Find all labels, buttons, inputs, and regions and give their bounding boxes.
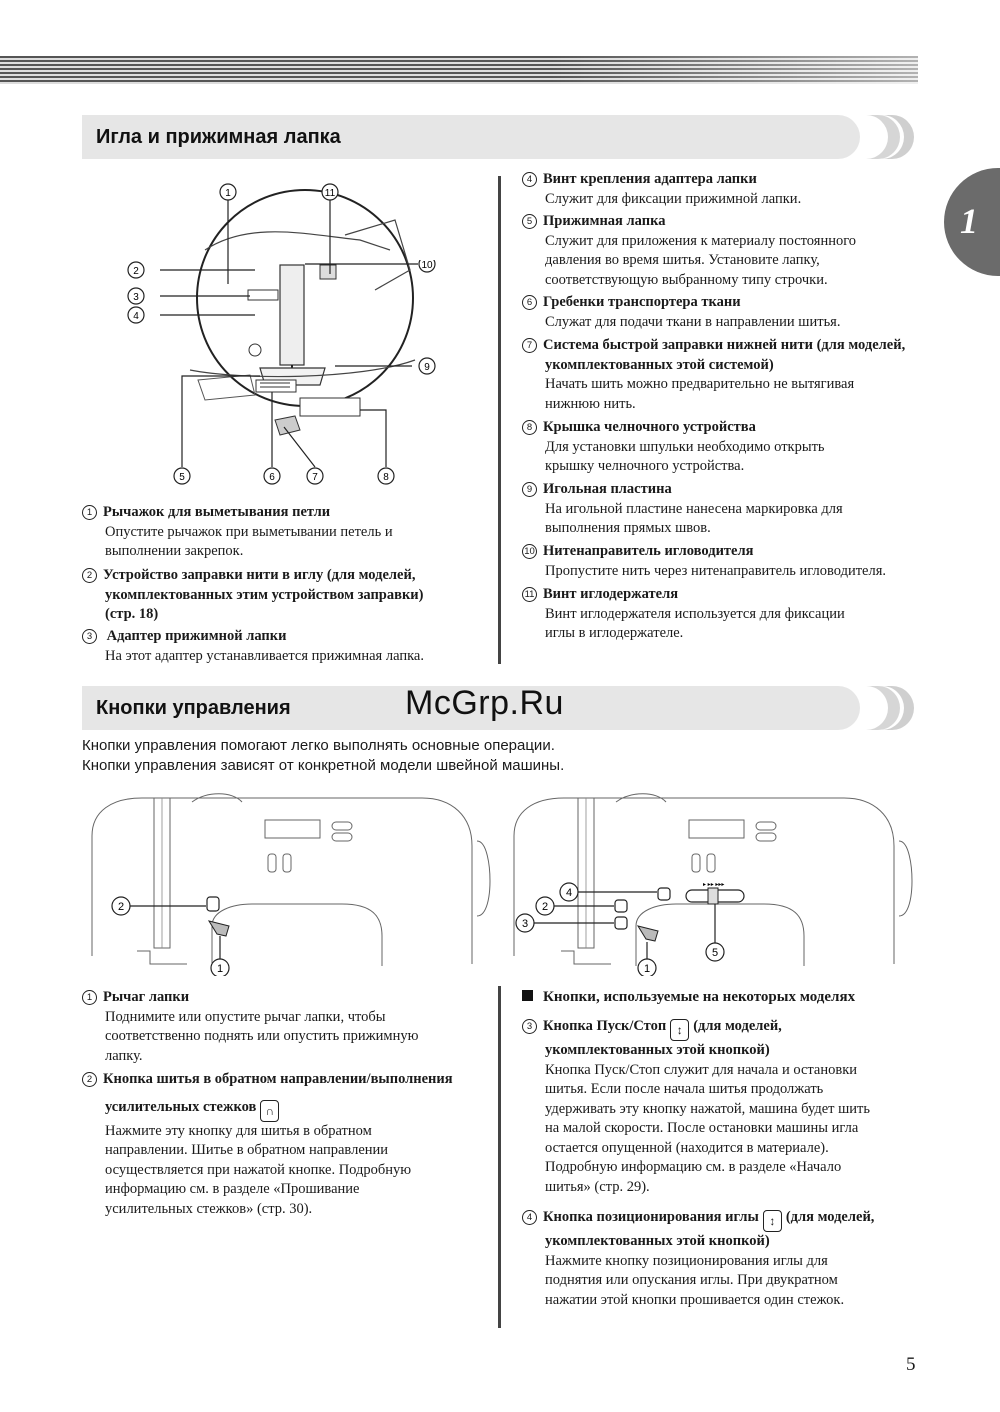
start-stop-icon: ↕ — [670, 1019, 689, 1041]
callout-6: 6 — [269, 472, 275, 483]
item-4: 4 Винт крепления адаптера лапки Служит для фиксации прижимной лапки. — [522, 170, 942, 209]
fig-right-callout-2: 2 — [541, 901, 549, 913]
subsection-title: Кнопки, используемые на некоторых моделях — [522, 988, 942, 1008]
fig-right-callout-1: 1 — [643, 963, 651, 975]
fig-left-callout-2: 2 — [117, 901, 125, 913]
machine-figure-basic — [82, 786, 492, 976]
item-8: 8 Крышка челночного устройства Для установки шпульки необходимо открыть крышку челночного устройства. — [522, 418, 942, 477]
reverse-button-shape — [207, 897, 219, 911]
item-10: 10 Нитенаправитель игловодителя Пропустите нить через нитенаправитель игловодителя. — [522, 542, 962, 581]
callout-2: 2 — [133, 266, 139, 277]
callout-10: 10 — [421, 260, 433, 271]
reverse-stitch-icon: ∩ — [260, 1100, 279, 1122]
callout-9: 9 — [424, 362, 430, 373]
machine-figure-advanced — [508, 786, 918, 976]
button-item-1: 1 Рычаг лапки Поднимите или опустите рычаг лапки, чтобы соответственно поднять или опустить прижимную лапку. — [82, 988, 482, 1066]
callout-4: 4 — [133, 311, 139, 322]
item-2: 2 Устройство заправки нити в иглу (для моделей, укомплектованных этим устройством заправки) (стр. 18) — [82, 566, 482, 625]
fig-right-callout-5: 5 — [711, 947, 719, 959]
item-7: 7 Система быстрой заправки нижней нити (для моделей, укомплектованных этой системой) Начать шить можно предварительно не вытягивая нижнюю нить. — [522, 336, 962, 414]
callout-11: 11 — [324, 188, 336, 199]
section-title-needle: Игла и прижимная лапка — [96, 126, 341, 148]
callout-7: 7 — [312, 472, 318, 483]
section-header-knob — [864, 115, 914, 159]
button-item-3: 3 Кнопка Пуск/Стоп ↕ (для моделей, укомплектованных этой кнопкой) Кнопка Пуск/Стоп служит для начала и остановки шитья. Если после начала шитья продолжать удерживать эту кнопку нажатой, машина будет шить на малой скорости. После остановки машины игла остается опущенной (находится в материале). Подробную информацию см. в разделе «Начало шитья» (стр. 29). — [522, 1017, 942, 1197]
section2-intro: Кнопки управления помогают легко выполнять основные операции. Кнопки управления зависят от конкретной модели швейной машины. — [82, 737, 565, 774]
item-6: 6 Гребенки транспортера ткани Служат для подачи ткани в направлении шитья. — [522, 293, 942, 332]
page-number: 5 — [906, 1354, 916, 1375]
chapter-number: 1 — [960, 201, 978, 241]
needle-figure-callouts — [118, 260, 448, 490]
callout-3: 3 — [133, 292, 139, 303]
callout-1: 1 — [225, 188, 231, 199]
square-bullet — [522, 990, 533, 1001]
needle-position-icon: ↕ — [763, 1210, 782, 1232]
fig-right-callout-3: 3 — [521, 918, 529, 930]
fig-right-callout-4: 4 — [565, 887, 573, 899]
item-3: 3 Адаптер прижимной лапки На этот адаптер устанавливается прижимная лапка. — [82, 627, 482, 666]
item-1: 1 Рычажок для выметывания петли Опустите рычажок при выметывании петель и выполнении закрепок. — [82, 503, 482, 562]
button-item-4: 4 Кнопка позиционирования иглы ↕ (для моделей, укомплектованных этой кнопкой) Нажмите кнопку позиционирования иглы для поднятия или опускания иглы. При двукратном нажатии этой кнопки прошивается один стежок. — [522, 1208, 942, 1310]
button-item-2: 2 Кнопка шитья в обратном направлении/выполнения усилительных стежков ∩ Нажмите эту кнопку для шитья в обратном направлении. Шитье в обратном направлении осуществляется при нажатой кнопке. Подробную информацию см. в разделе «Прошивание усилительных стежков» (стр. 30). — [82, 1070, 492, 1219]
column-divider-2 — [498, 986, 501, 1328]
fig-left-callout-1: 1 — [216, 963, 224, 975]
watermark: McGrp.Ru — [405, 684, 564, 722]
header-stripes — [0, 56, 918, 84]
svg-text:▸ ▸▸ ▸▸▸: ▸ ▸▸ ▸▸▸ — [703, 882, 725, 888]
section-title-buttons: Кнопки управления — [96, 697, 291, 719]
column-divider — [498, 176, 501, 664]
item-11: 11 Винт иглодержателя Винт иглодержателя используется для фиксации иглы в иглодержателе. — [522, 585, 942, 644]
callout-5: 5 — [179, 472, 185, 483]
callout-8: 8 — [383, 472, 389, 483]
item-9: 9 Игольная пластина На игольной пластине нанесена маркировка для выполнения прямых швов. — [522, 480, 942, 539]
section-header-knob-2 — [864, 686, 914, 730]
item-5: 5 Прижимная лапка Служит для приложения к материалу постоянного давления во время шитья. Установите лапку, соответствующую выбранному типу строчки. — [522, 212, 942, 290]
